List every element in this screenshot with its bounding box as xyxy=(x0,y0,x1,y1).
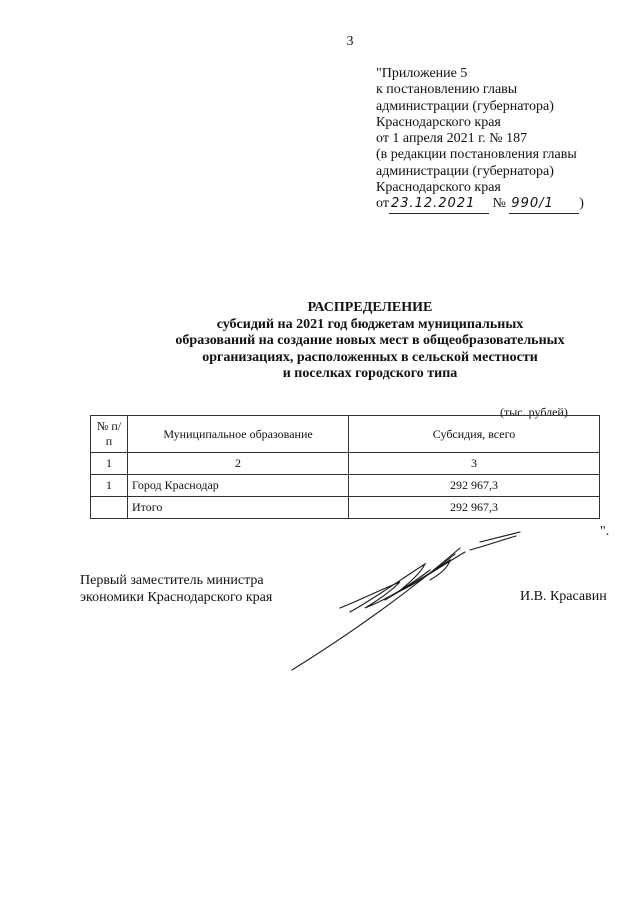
handwritten-signature xyxy=(280,530,540,680)
row-municipality: Город Краснодар xyxy=(128,475,349,497)
subsidy-table xyxy=(90,415,600,519)
row-num: 1 xyxy=(91,475,128,497)
handwritten-number: 990/1 xyxy=(509,196,579,213)
index-num: 1 xyxy=(91,453,128,475)
title-line: субсидий на 2021 год бюджетам муниципальных xyxy=(216,316,524,332)
signer-title xyxy=(80,572,272,606)
appendix-line: от 1 апреля 2021 г. № 187 xyxy=(376,131,528,147)
signer-name: И.В. Красавин xyxy=(520,589,607,604)
table-index-row xyxy=(91,453,600,475)
appendix-line: администрации (губернатора) xyxy=(376,163,554,179)
number-prefix: № xyxy=(492,196,506,212)
header-num: № п/п xyxy=(91,416,128,453)
index-subsidy: 3 xyxy=(349,453,600,475)
date-prefix: от xyxy=(376,196,389,212)
title-heading: РАСПРЕДЕЛЕНИЕ xyxy=(307,300,433,315)
total-num xyxy=(91,497,128,519)
table-row xyxy=(91,475,600,497)
document-title xyxy=(80,300,640,383)
appendix-line: (в редакции постановления главы xyxy=(376,147,577,163)
units-label: (тыс. рублей) xyxy=(500,405,568,419)
appendix-line: Краснодарского края xyxy=(376,180,501,196)
appendix-block xyxy=(376,66,626,214)
appendix-line: к постановлению главы xyxy=(376,82,518,98)
table-header-row xyxy=(91,416,600,453)
number-suffix: ) xyxy=(579,196,584,212)
title-line: организациях, расположенных в сельской местности xyxy=(202,349,538,365)
header-subsidy: Субсидия, всего xyxy=(349,416,600,453)
appendix-date-line xyxy=(376,196,626,213)
title-line: и поселках городского типа xyxy=(282,366,458,381)
signer-title-line: Первый заместитель министра xyxy=(80,573,264,588)
title-line: образований на создание новых мест в общеобразовательных xyxy=(175,333,565,348)
appendix-line: "Приложение 5 xyxy=(376,66,468,81)
appendix-line: Краснодарского края xyxy=(376,114,501,130)
appendix-line: администрации (губернатора) xyxy=(376,98,554,114)
total-label: Итого xyxy=(128,497,349,519)
row-subsidy: 292 967,3 xyxy=(349,475,600,497)
closing-quote: ". xyxy=(600,524,610,539)
handwritten-date: 23.12.2021 xyxy=(389,196,489,213)
index-municipality: 2 xyxy=(128,453,349,475)
table-total-row xyxy=(91,497,600,519)
total-subsidy: 292 967,3 xyxy=(349,497,600,519)
signer-title-line: экономики Краснодарского края xyxy=(80,590,273,605)
header-municipality: Муниципальное образование xyxy=(128,416,349,453)
page-number: 3 xyxy=(346,34,354,49)
